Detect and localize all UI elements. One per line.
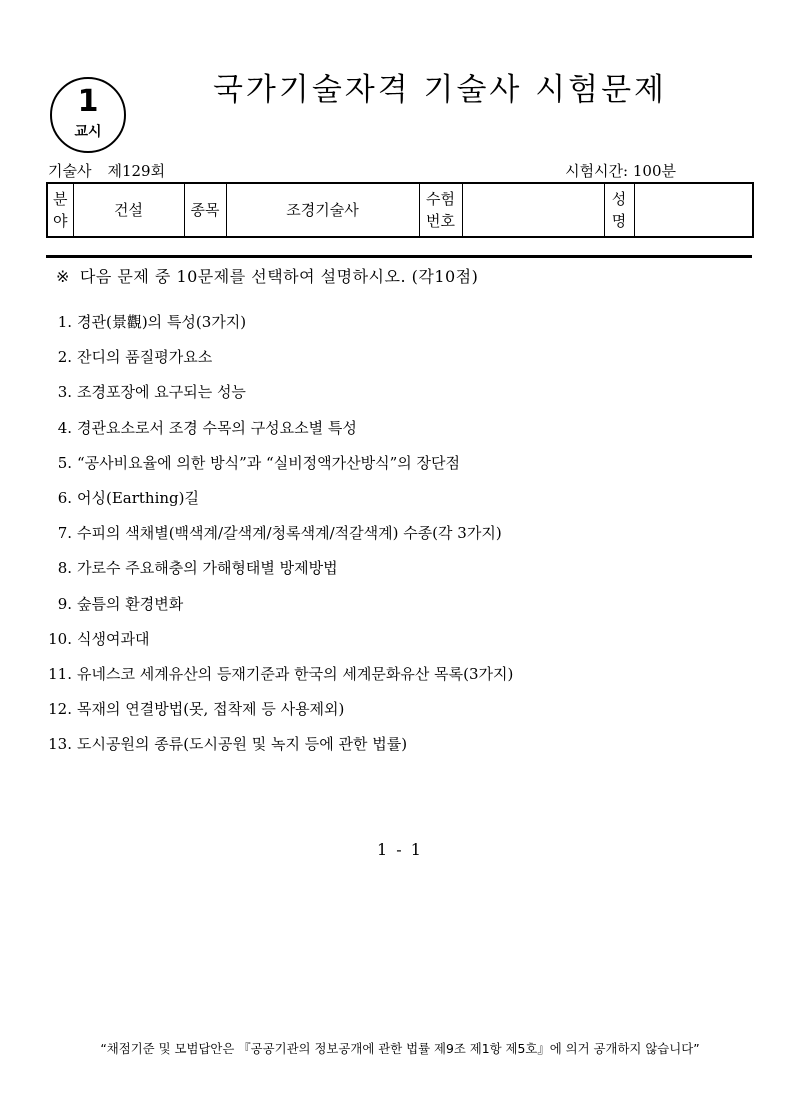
question-list: [40, 310, 740, 767]
question-text: 잔디의 품질평가요소: [77, 348, 213, 367]
question-number: 11.: [48, 664, 72, 683]
question-item: [40, 732, 740, 767]
question-item: [40, 345, 740, 380]
question-item: [40, 627, 740, 662]
question-text: 가로수 주요해충의 가해형태별 방제방법: [77, 559, 338, 578]
page-number: 1 - 1: [377, 840, 423, 859]
period-badge: [50, 77, 126, 153]
exam-time-value: 100분: [632, 162, 676, 180]
question-item: [40, 486, 740, 521]
section-divider: [46, 255, 752, 258]
instruction: [56, 266, 478, 288]
question-text: 조경포장에 요구되는 성능: [77, 383, 246, 402]
question-item: [40, 697, 740, 732]
question-item: [40, 521, 740, 556]
question-number: 9.: [57, 594, 72, 613]
disclosure-notice: “채점기준 및 모범답안은 『공공기관의 정보공개에 관한 법률 제9조 제1항 제5호』에 의거 공개하지 않습니다”: [100, 1041, 700, 1056]
question-text: 경관(景觀)의 특성(3가지): [77, 313, 247, 331]
question-item: [40, 592, 740, 627]
question-text: 유네스코 세계유산의 등재기준과 한국의 세계문화유산 목록(3가지): [77, 664, 514, 683]
name-label: 성 명: [604, 183, 634, 237]
question-number: 8.: [57, 559, 72, 578]
exam-round: [48, 161, 165, 181]
period-number: 1: [77, 84, 99, 119]
question-item: [40, 310, 740, 345]
question-item: [40, 451, 740, 486]
question-text: 식생여과대: [77, 629, 150, 648]
question-item: [40, 416, 740, 451]
question-number: 2.: [57, 348, 72, 367]
instruction-text: 다음 문제 중 10문제를 선택하여 설명하시오. (각10점): [79, 267, 479, 286]
question-text: 어싱(Earthing)길: [77, 488, 199, 507]
period-label: 교시: [74, 124, 102, 140]
exam-time-label: 시험시간:: [565, 162, 629, 180]
question-number: 3.: [57, 383, 72, 402]
question-number: 4.: [57, 418, 72, 437]
question-number: 13.: [48, 735, 72, 754]
question-item: [40, 380, 740, 415]
field-label: 분 야: [47, 183, 73, 237]
question-item: [40, 662, 740, 697]
question-number: 7.: [57, 524, 72, 543]
question-item: [40, 556, 740, 591]
exam-number-label: 수험 번호: [419, 183, 462, 237]
question-number: 1.: [57, 313, 72, 331]
question-number: 12.: [48, 700, 72, 719]
reference-mark-icon: ※: [56, 267, 70, 286]
question-text: 수피의 색채별(백색계/갈색계/청록색계/적갈색계) 수종(각 3가지): [77, 524, 502, 543]
document-title: 국가기술자격 기술사 시험문제: [212, 72, 667, 108]
question-text: 숲틈의 환경변화: [77, 594, 184, 613]
category-label: 종목: [184, 183, 226, 237]
question-text: 경관요소로서 조경 수목의 구성요소별 특성: [77, 418, 357, 437]
question-text: 목재의 연결방법(못, 접착제 등 사용제외): [77, 700, 345, 719]
exam-round-number: 제129회: [107, 162, 166, 180]
question-text: “공사비요율에 의한 방식”과 “실비정액가산방식”의 장단점: [77, 453, 461, 472]
name-field[interactable]: [634, 183, 753, 237]
question-text: 도시공원의 종류(도시공원 및 녹지 등에 관한 법률): [77, 735, 408, 754]
question-number: 6.: [57, 488, 72, 507]
exam-time: [565, 161, 676, 181]
question-number: 5.: [57, 453, 72, 472]
field-value: 건설: [73, 183, 184, 237]
question-number: 10.: [48, 629, 72, 648]
exam-info-table: [46, 182, 754, 238]
exam-grade: 기술사: [48, 162, 92, 180]
category-value: 조경기술사: [226, 183, 419, 237]
exam-number-field[interactable]: [462, 183, 604, 237]
